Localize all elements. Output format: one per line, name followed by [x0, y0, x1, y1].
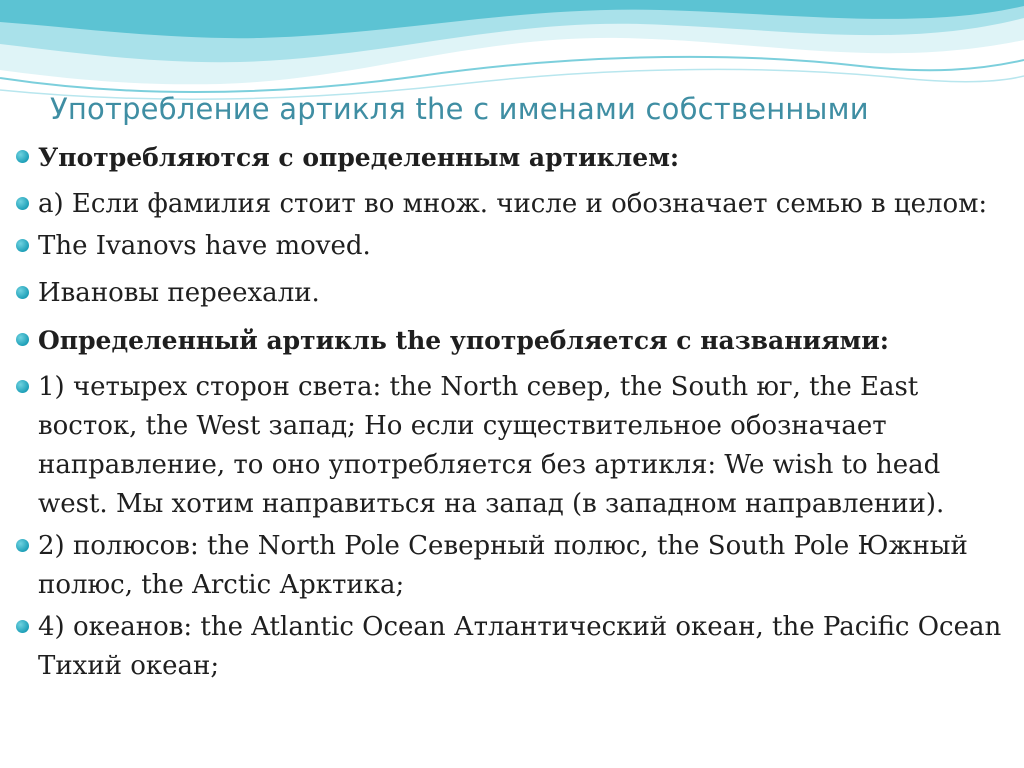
bullet-dot-icon — [16, 539, 29, 552]
list-item — [16, 608, 1006, 686]
list-item-text: 4) океанов: the Atlantic Ocean Атлантический океан, the Pacific Ocean Тихий океан; — [38, 612, 1002, 681]
list-item — [16, 274, 1006, 313]
list-item — [16, 185, 1006, 224]
list-item-text: Употребляются с определенным артиклем: — [38, 143, 680, 172]
list-item-text: Определенный артикль the употребляется с названиями: — [38, 326, 890, 355]
list-item — [16, 138, 1006, 177]
bullet-dot-icon — [16, 239, 29, 252]
list-item-text: Ивановы переехали. — [38, 278, 320, 308]
list-item-text: а) Если фамилия стоит во множ. числе и обозначает семью в целом: — [38, 189, 988, 219]
bullet-dot-icon — [16, 333, 29, 346]
bullet-list — [16, 138, 1006, 694]
bullet-dot-icon — [16, 380, 29, 393]
bullet-dot-icon — [16, 150, 29, 163]
list-item — [16, 227, 1006, 266]
list-item-text: The Ivanovs have moved. — [38, 231, 371, 261]
list-item — [16, 527, 1006, 605]
bullet-dot-icon — [16, 197, 29, 210]
bullet-dot-icon — [16, 286, 29, 299]
list-item-text: 1) четырех сторон света: the North север, the South юг, the East восток, the West запад; Но если существительное обозначает направление, то оно употребляется без артикля: We wish to head west. Мы хотим направиться на запад (в западном направлении). — [38, 372, 945, 519]
list-item — [16, 321, 1006, 360]
list-item-text: 2) полюсов: the North Pole Северный полюс, the South Pole Южный полюс, the Arctic Арктика; — [38, 531, 968, 600]
slide-title: Употребление артикля the с именами собственными — [50, 92, 869, 126]
bullet-dot-icon — [16, 620, 29, 633]
list-item — [16, 368, 1006, 524]
